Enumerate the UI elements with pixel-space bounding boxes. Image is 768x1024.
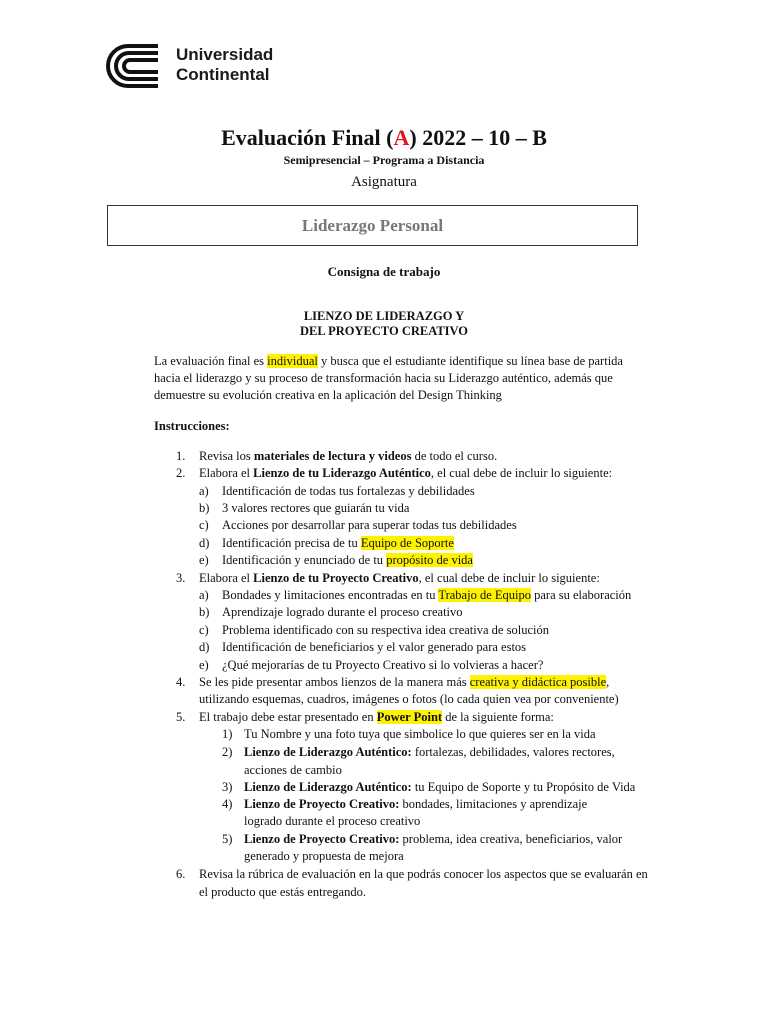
list-item: Se les pide presentar ambos lienzos de la manera más creativa y didáctica posible,: [199, 675, 610, 689]
university-logo: [106, 42, 276, 90]
sub-item: Acciones por desarrollar para superar todas tus debilidades: [222, 518, 517, 532]
list-item: Elabora el Lienzo de tu Proyecto Creativo, el cual debe de incluir lo siguiente:: [199, 571, 600, 585]
intro-text-b: y busca que el estudiante identifique su línea base de partida hacia el liderazgo y su proceso de transformación hacia su Liderazgo auténtico, además que demuestre su evolución creativa en la aplicación del Design Thinking: [154, 354, 623, 402]
sub-item: Aprendizaje logrado durante el proceso creativo: [222, 605, 463, 619]
sub-item: Lienzo de Liderazgo Auténtico: tu Equipo de Soporte y tu Propósito de Vida: [244, 780, 636, 794]
course-name: Liderazgo Personal: [301, 216, 444, 235]
sub-item-letter: c): [199, 518, 209, 532]
sub-item: Tu Nombre y una foto tuya que simbolice lo que quieres ser en la vida: [244, 727, 596, 741]
sub-item: Bondades y limitaciones encontradas en tu Trabajo de Equipo para su elaboración: [222, 588, 632, 602]
sub-item-letter: b): [199, 501, 210, 515]
list-item: El trabajo debe estar presentado en Power Point de la siguiente forma:: [199, 710, 554, 724]
sub-item: Identificación de todas tus fortalezas y debilidades: [222, 484, 475, 498]
sub-item: Identificación y enunciado de tu propósito de vida: [222, 553, 473, 567]
item-number: 5.: [176, 710, 186, 724]
logo-text: [176, 45, 273, 85]
sub-item-letter: e): [199, 553, 209, 567]
title-post: ) 2022 – 10 – B: [409, 125, 547, 150]
logo-line-2: Continental: [176, 65, 270, 84]
sub-item-continued: acciones de cambio: [244, 763, 342, 777]
title-pre: Evaluación Final (: [221, 125, 394, 150]
sub-item-letter: d): [199, 536, 210, 550]
sub-item-number: 4): [222, 797, 233, 811]
sub-item: Lienzo de Liderazgo Auténtico: fortalezas, debilidades, valores rectores,: [244, 745, 615, 759]
sub-item-letter: b): [199, 605, 210, 619]
list-item-continued: utilizando esquemas, cuadros, imágenes o fotos (lo cada quien vea por conveniente): [199, 692, 619, 706]
title-letter: A: [393, 125, 410, 150]
item-number: 3.: [176, 571, 186, 585]
sub-item: 3 valores rectores que guiarán tu vida: [222, 501, 410, 515]
lienzo-line-2: DEL PROYECTO CREATIVO: [299, 324, 469, 338]
item-number: 2.: [176, 466, 186, 480]
consigna-heading: Consigna de trabajo: [327, 264, 441, 279]
sub-item: Lienzo de Proyecto Creativo: problema, idea creativa, beneficiarios, valor: [244, 832, 623, 846]
sub-item-letter: e): [199, 658, 209, 672]
course-box: [107, 205, 638, 246]
list-item: Revisa los materiales de lectura y videos de todo el curso.: [199, 449, 498, 463]
list-item: Elabora el Lienzo de tu Liderazgo Auténtico, el cual debe de incluir lo siguiente:: [199, 466, 613, 480]
instructions-heading: Instrucciones:: [154, 419, 230, 433]
sub-item-number: 5): [222, 832, 233, 846]
list-item: Revisa la rúbrica de evaluación en la que podrás conocer los aspectos que se evaluarán en: [199, 867, 648, 881]
sub-item-letter: a): [199, 588, 209, 602]
asignatura-label: Asignatura: [351, 174, 417, 190]
sub-item-letter: a): [199, 484, 209, 498]
sub-item-continued: generado y propuesta de mejora: [244, 849, 404, 863]
intro-text-a: La evaluación final es: [154, 354, 268, 368]
sub-item: Lienzo de Proyecto Creativo: bondades, limitaciones y aprendizaje: [244, 797, 588, 811]
sub-item: ¿Qué mejorarías de tu Proyecto Creativo si lo volvieras a hacer?: [222, 658, 544, 672]
sub-item-number: 3): [222, 780, 233, 794]
item-number: 4.: [176, 675, 186, 689]
sub-item: Problema identificado con su respectiva idea creativa de solución: [222, 623, 549, 637]
sub-item-continued: logrado durante el proceso creativo: [244, 814, 421, 828]
sub-item-letter: c): [199, 623, 209, 637]
logo-line-1: Universidad: [176, 45, 274, 64]
sub-item-number: 2): [222, 745, 233, 759]
sub-item-number: 1): [222, 727, 233, 741]
intro-highlight: individual: [267, 354, 318, 368]
item-number: 6.: [176, 867, 186, 881]
sub-item: Identificación precisa de tu Equipo de Soporte: [222, 536, 454, 550]
sub-item: Identificación de beneficiarios y el valor generado para estos: [222, 640, 527, 654]
page-title: [0, 125, 768, 151]
list-item-continued: el producto que estás entregando.: [199, 885, 366, 899]
intro-paragraph: [154, 353, 634, 404]
subtitle: Semipresencial – Programa a Distancia: [283, 153, 485, 167]
lienzo-heading: [0, 309, 768, 339]
item-number: 1.: [176, 449, 186, 463]
continental-logo-icon: [106, 42, 166, 90]
lienzo-line-1: LIENZO DE LIDERAZGO Y: [303, 309, 465, 323]
sub-item-letter: d): [199, 640, 210, 654]
